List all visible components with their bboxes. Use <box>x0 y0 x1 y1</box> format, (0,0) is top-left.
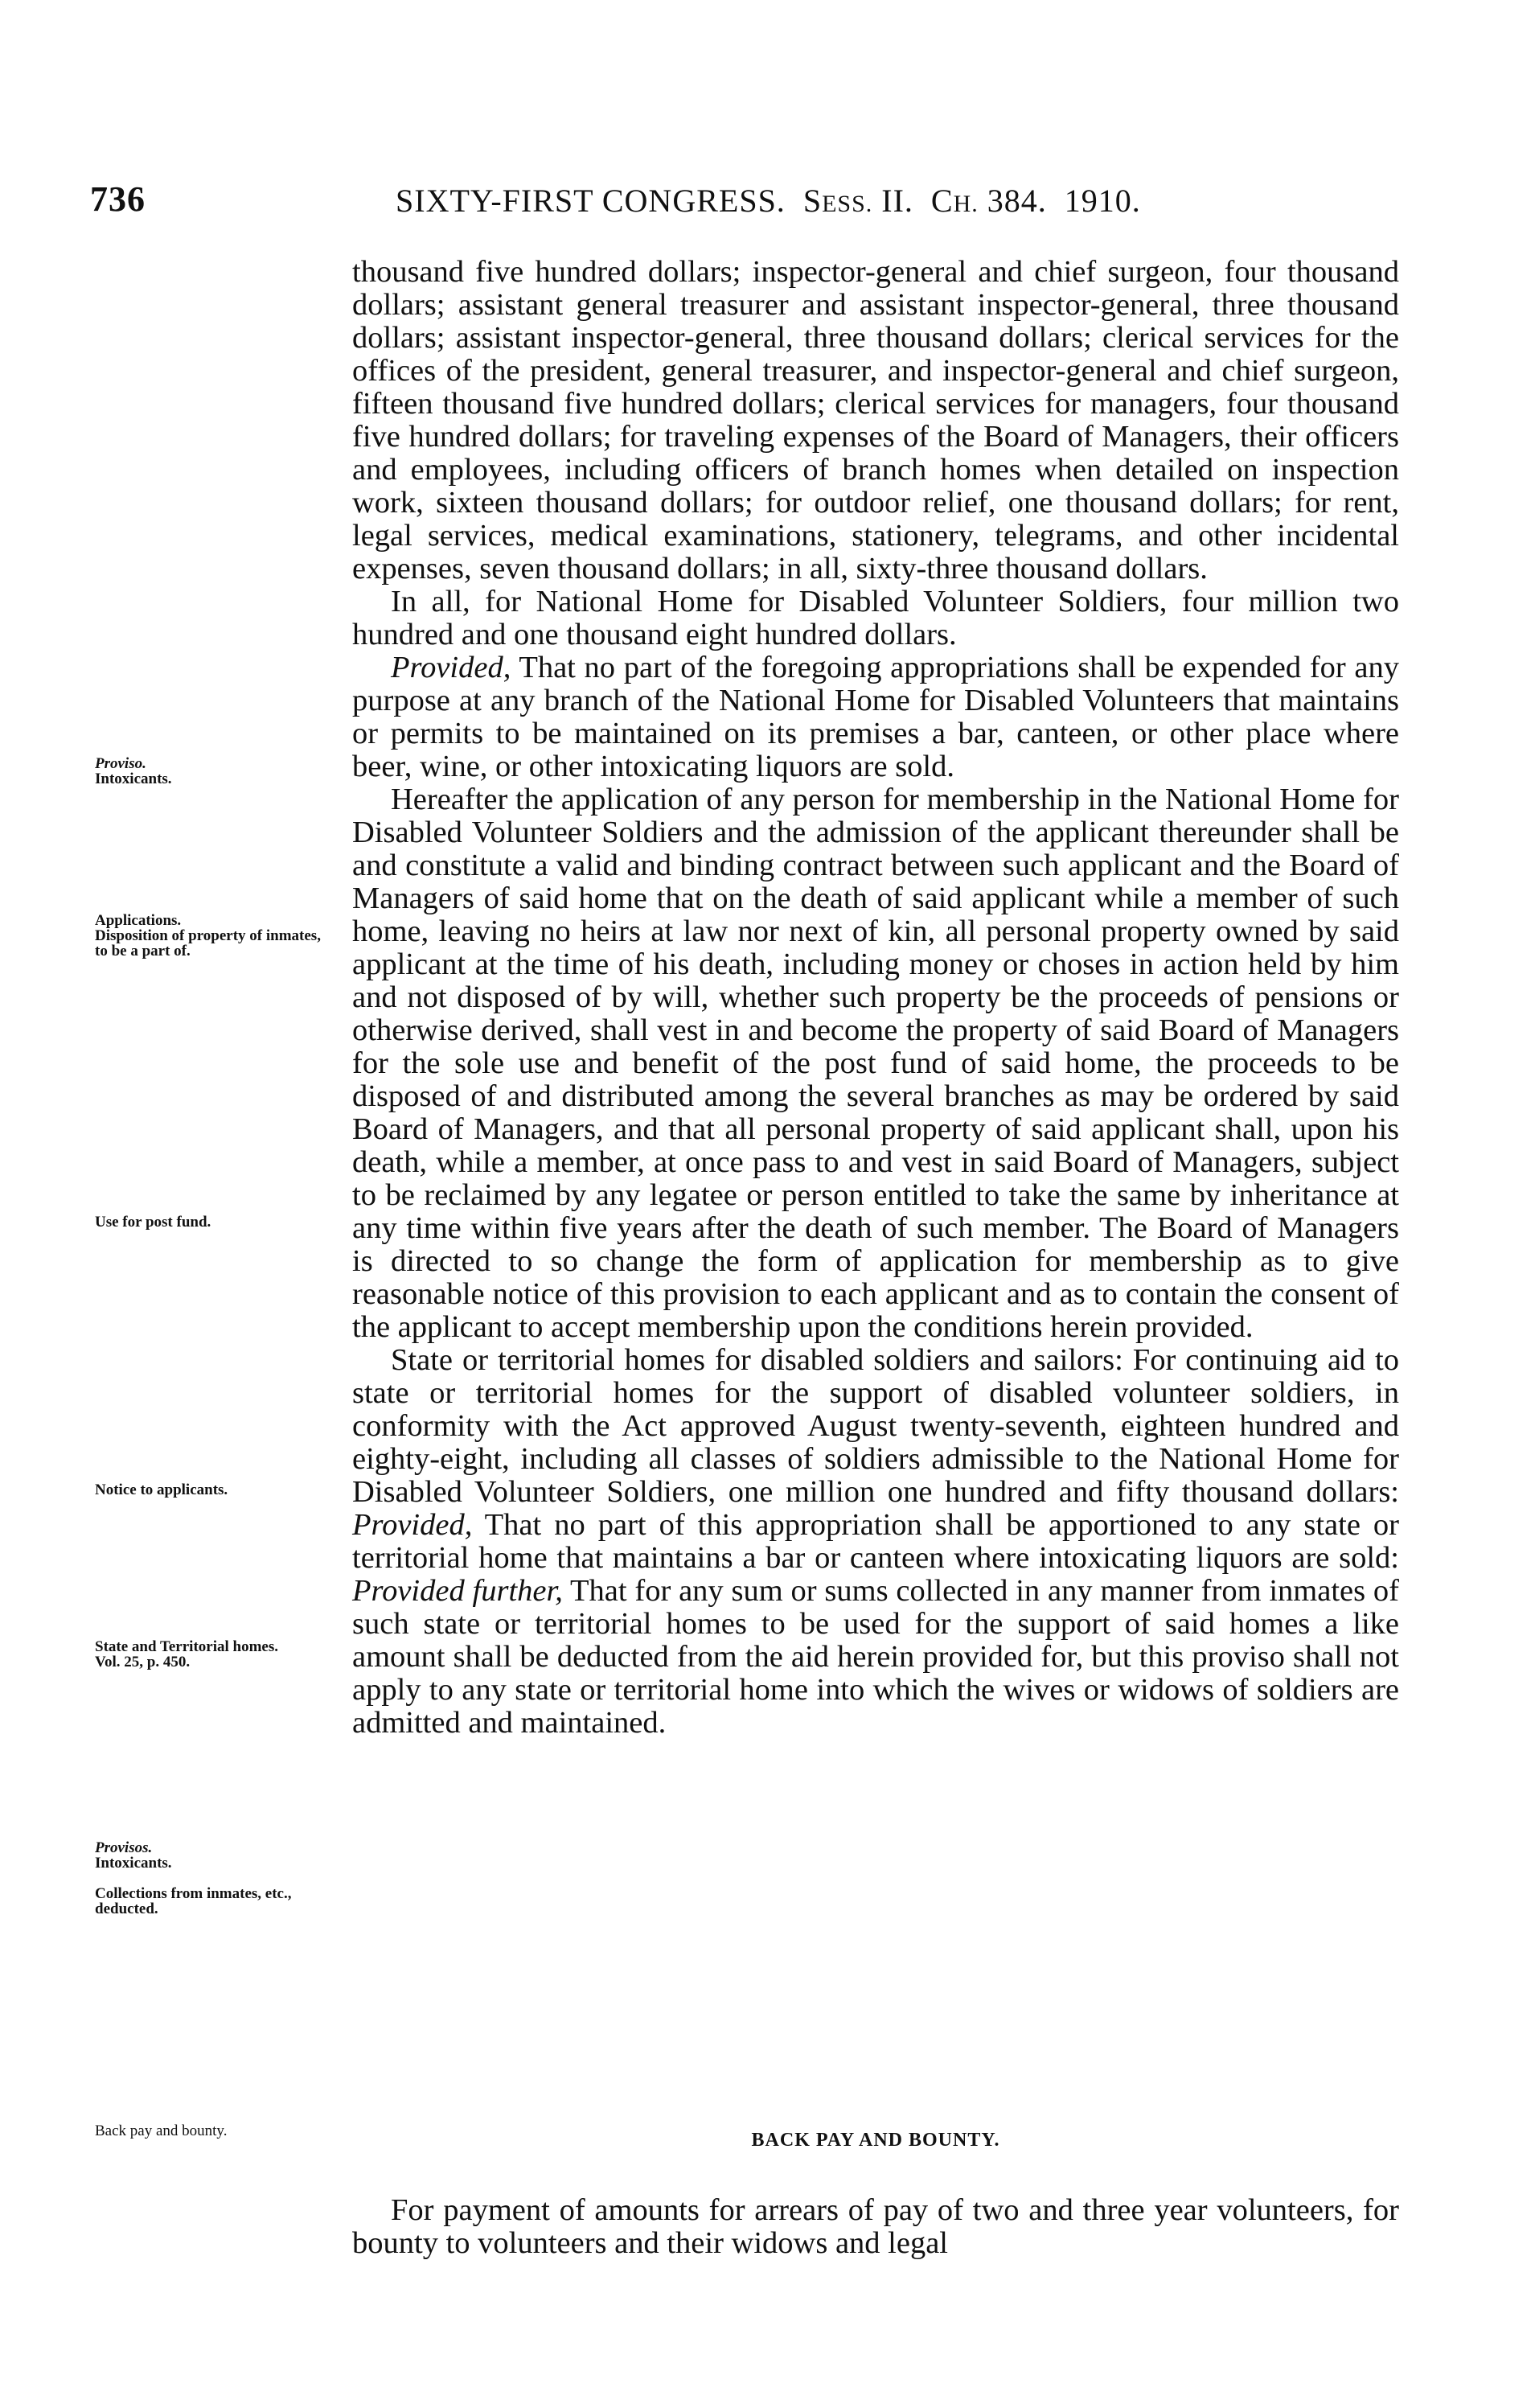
chapter-number: 384. <box>987 183 1047 219</box>
margin-note-proviso: Proviso. Intoxicants. <box>95 755 172 787</box>
paragraph-proviso: Provided, That no part of the foregoing appropriations shall be expended for any purpose at any branch of the National Home for Disabled Volunteers that maintains or permits to be maintained on its premises a bar, canteen, or other place where beer, wine, or other intoxicating liquors are sold. <box>352 651 1399 783</box>
section-heading: BACK PAY AND BOUNTY. <box>751 2130 1000 2151</box>
session-number: II. <box>881 183 913 219</box>
body-text <box>352 256 1399 1740</box>
margin-note-post-fund: Use for post fund. <box>95 1214 211 1231</box>
margin-note-collections: Collections from inmates, etc., deducted. <box>95 1885 292 1917</box>
year: 1910. <box>1064 183 1141 219</box>
congress-title: SIXTY-FIRST CONGRESS. <box>396 183 786 219</box>
paragraph: In all, for National Home for Disabled Volunteer Soldiers, four million two hundred and one thousand eight hundred dollars. <box>352 585 1399 651</box>
paragraph-back-pay: For payment of amounts for arrears of pay of two and three year volunteers, for bounty to volunteers and their widows and legal <box>352 2193 1399 2260</box>
paragraph-state-homes: State or territorial homes for disabled soldiers and sailors: For continuing aid to state or territorial homes for the support of disabled volunteer soldiers, in conformity with the Act approved August twenty-seventh, eighteen hundred and eighty-eight, including all classes of soldiers admissible to the National Home for Disabled Volunteer Soldiers, one million one hundred and fifty thousand dollars: Provided, That no part of this appropriation shall be apportioned to any state or territorial home that maintains a bar or canteen where intoxicating liquors are sold: Provided further, That for any sum or sums collected in any manner from inmates of such state or territorial homes to be used for the support of said homes a like amount shall be deducted from the aid herein provided for, but this proviso shall not apply to any state or territorial home into which the wives or widows of soldiers are admitted and maintained. <box>352 1343 1400 1740</box>
paragraph-applications: Hereafter the application of any person for membership in the National Home for Disabled Volunteer Soldiers and the admission of the applicant thereunder shall be and constitute a valid and binding contract between such applicant and the Board of Managers of said home that on the death of said applicant while a member of such home, leaving no heirs at law nor next of kin, all personal property owned by said applicant at the time of his death, including money or choses in action held by him and not disposed of by will, whether such property be the proceeds of pensions or otherwise derived, shall vest in and become the property of said Board of Managers for the sole use and benefit of the post fund of said home, the proceeds to be disposed of and distributed among the several branches as may be ordered by said Board of Managers, and that all personal property of said applicant shall, upon his death, while a member, at once pass to and vest in said Board of Managers, subject to be reclaimed by any legatee or person entitled to take the same by inheritance at any time within five years after the death of such member. The Board of Managers is directed to so change the form of application for membership as to give reasonable notice of this provision to each applicant and as to contain the consent of the applicant to accept membership upon the conditions herein provided. <box>352 783 1399 1344</box>
page-number: 736 <box>90 179 146 219</box>
body-text-continued <box>352 2194 1399 2260</box>
running-head <box>396 182 1141 220</box>
margin-note-applications: Applications. Disposition of property of inmates, to be a part of. <box>95 912 321 960</box>
page-header <box>90 179 1417 227</box>
paragraph: thousand five hundred dollars; inspector-general and chief surgeon, four thousand dollars; assistant general treasurer and assistant inspector-general, three thousand dollars; assistant inspector-general, three thousand dollars; clerical services for the offices of the president, general treasurer, and inspector-general and chief surgeon, fifteen thousand five hundred dollars; clerical services for managers, four thousand five hundred dollars; for traveling expenses of the Board of Managers, their officers and employees, including officers of branch homes when detailed on inspection work, sixteen thousand dollars; for outdoor relief, one thousand dollars; for rent, legal services, medical examinations, stationery, telegrams, and other incidental expenses, seven thousand dollars; in all, sixty-three thousand dollars. <box>352 255 1399 586</box>
chapter-label: CH. <box>930 183 979 219</box>
session-label: SESS. <box>802 183 873 219</box>
margin-note-back-pay: Back pay and bounty. <box>95 2122 228 2139</box>
margin-note-notice: Notice to applicants. <box>95 1481 228 1498</box>
margin-note-state-homes: State and Territorial homes. Vol. 25, p. 450. <box>95 1638 278 1670</box>
margin-note-provisos: Provisos. Intoxicants. <box>95 1839 172 1872</box>
